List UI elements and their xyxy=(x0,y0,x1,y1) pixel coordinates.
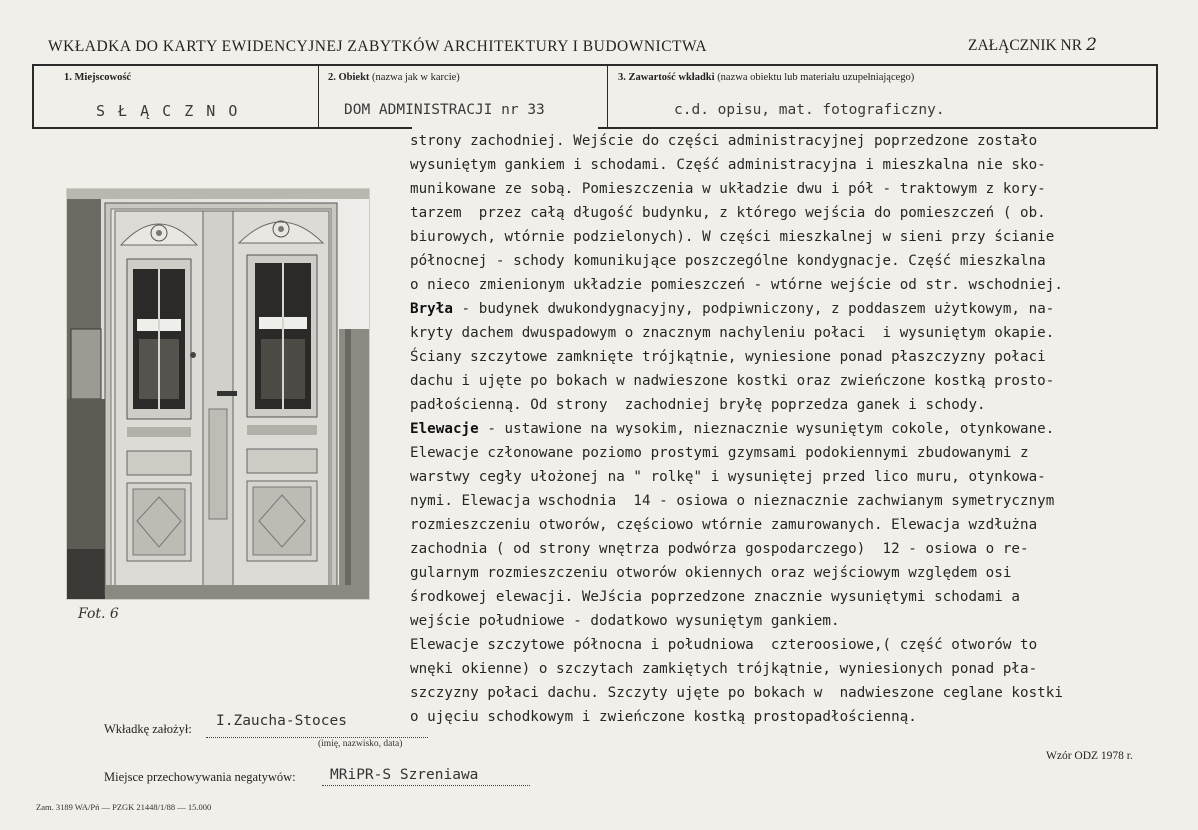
header-label-object: 2. Obiekt (nazwa jak w karcie) xyxy=(328,72,460,83)
author-hint: (imię, nazwisko, data) xyxy=(318,739,403,749)
annex-number-value: 2 xyxy=(1086,35,1097,55)
body-line-text: o nieco zmienionym układzie pomieszczeń - wtórne wejście od str. wschodniej. xyxy=(410,277,1063,293)
body-line-text: dachu i ujęte po bokach w nadwieszone kostki oraz zwieńczone kostką prosto- xyxy=(410,373,1055,389)
body-line xyxy=(410,395,986,415)
body-line xyxy=(410,563,1011,583)
form-title: WKŁADKA DO KARTY EWIDENCYJNEJ ZABYTKÓW ARCHITEKTURY I BUDOWNICTWA xyxy=(48,38,708,55)
body-line-text: munikowane ze sobą. Pomieszczenia w układzie dwu i pół - traktowym z kory- xyxy=(410,181,1046,197)
body-line xyxy=(410,347,1046,367)
body-line-text: biurowych, wtórnie podzielonych). W części mieszkalnej w sieni przy ścianie xyxy=(410,229,1055,245)
body-line xyxy=(410,227,1054,247)
place-value: S Ł Ą C Z N O xyxy=(96,102,240,120)
body-line-text: padłościenną. Od strony zachodniej bryłę poprzedza ganek i schody. xyxy=(410,397,986,413)
body-line-text: o ujęciu schodkowym i zwieńczone kostką prostopadłościenną. xyxy=(410,709,917,725)
body-line xyxy=(410,419,1054,439)
body-line-text: wysuniętym gankiem i schodami. Część administracyjna i mieszkalna nie sko- xyxy=(410,157,1046,173)
body-line-text: wejście południowe - dodatkowo wysuniętym gankiem. xyxy=(410,613,840,629)
body-line-text: gularnym rozmieszczeniu otworów okiennych oraz wejściowym względem osi xyxy=(410,565,1012,581)
body-line-text: nymi. Elewacja wschodnia 14 - osiowa o nieznacznie zachwianym symetrycznym xyxy=(410,493,1055,509)
body-line-text: tarzem przez całą długość budynku, z którego wejścia do pomieszczeń ( ob. xyxy=(410,205,1046,221)
negatives-value: MRiPR-S Szreniawa xyxy=(330,767,479,783)
body-line-text: wnęki okienne) o szczytach zamkiętych trójkątnie, wyniesionych ponad pła- xyxy=(410,661,1038,677)
header-divider-1 xyxy=(318,64,319,128)
body-line xyxy=(410,203,1046,223)
body-line xyxy=(410,179,1046,199)
header-label-place: 1. Miejscowość xyxy=(64,72,132,83)
body-line-text: Ściany szczytowe zamknięte trójkątnie, wyniesione ponad płaszczyzny połaci xyxy=(410,349,1046,365)
body-line xyxy=(410,275,1063,295)
body-line-text: Elewacje szczytowe północna i południowa czteroosiowe,( część otworów to xyxy=(410,637,1038,653)
body-line xyxy=(410,299,1054,319)
author-dotted-line xyxy=(206,737,428,738)
header-bottom-rule-left xyxy=(32,127,412,129)
author-value: I.Zaucha-Stoces xyxy=(216,713,347,729)
body-line xyxy=(410,323,1054,343)
header-top-rule xyxy=(32,64,1158,66)
body-line-text: - budynek dwukondygnacyjny, podpiwniczony, z poddaszem użytkowym, na- xyxy=(452,301,1055,317)
body-line-text: warstwy cegły ułożonej na " rolkę" i wysuniętej przed lico muru, otynkowa- xyxy=(410,469,1046,485)
header-right-border xyxy=(1156,64,1158,128)
section-heading: Elewacje xyxy=(410,421,479,437)
author-label: Wkładkę założył: xyxy=(104,722,192,736)
right-door-leaf xyxy=(217,211,329,587)
body-line xyxy=(410,659,1037,679)
body-line-text: kryty dachem dwuspadowym o znacznym nachyleniu połaci i wysuniętym okapie. xyxy=(410,325,1055,341)
body-line xyxy=(410,491,1054,511)
negatives-dotted-line xyxy=(322,785,530,786)
header-label-contents: 3. Zawartość wkładki (nazwa obiektu lub materiału uzupełniającego) xyxy=(618,72,915,83)
body-line-text: strony zachodniej. Wejście do części administracyjnej poprzedzone zostało xyxy=(410,133,1038,149)
form-version: Wzór ODZ 1978 r. xyxy=(1046,750,1133,762)
body-line xyxy=(410,251,1046,271)
door-photo-image xyxy=(67,189,369,599)
annex-number xyxy=(968,35,1097,55)
body-line-text: rozmieszczeniu otworów, częściowo wtórnie zamurowanych. Elewacja wzdłużna xyxy=(410,517,1038,533)
object-value: DOM ADMINISTRACJI nr 33 xyxy=(344,102,545,118)
left-door-leaf xyxy=(115,211,203,587)
body-line-text: środkowej elewacji. WeJścia poprzedzone znacznie wysuniętymi schodami a xyxy=(410,589,1021,605)
body-line xyxy=(410,707,917,727)
door-photograph xyxy=(66,188,370,600)
section-heading: Bryła xyxy=(410,301,453,317)
body-line xyxy=(410,683,1063,703)
body-line-text: zachodnia ( od strony wnętrza podwórza gospodarczego) 12 - osiowa o re- xyxy=(410,541,1029,557)
print-info: Zam. 3189 WA/Pń — PZGK 21448/1/88 — 15.000 xyxy=(36,802,212,812)
body-line-text: - ustawione na wysokim, nieznacznie wysuniętym cokole, otynkowane. xyxy=(478,421,1055,437)
negatives-label: Miejsce przechowywania negatywów: xyxy=(104,770,296,784)
body-line xyxy=(410,635,1037,655)
body-line xyxy=(410,467,1046,487)
photo-caption: Fot. 6 xyxy=(78,606,119,622)
body-line-text: północnej - schody komunikujące poszczególne kondygnacje. Część mieszkalna xyxy=(410,253,1046,269)
body-line-text: szczyzny połaci dachu. Szczyty ujęte po bokach w nadwieszone ceglane kostki xyxy=(410,685,1063,701)
body-line xyxy=(410,611,840,631)
header-divider-2 xyxy=(607,64,608,128)
annex-label: ZAŁĄCZNIK NR xyxy=(968,37,1083,54)
body-line xyxy=(410,587,1020,607)
body-line xyxy=(410,515,1037,535)
body-line xyxy=(410,443,1029,463)
body-line xyxy=(410,131,1037,151)
body-line-text: Elewacje członowane poziomo prostymi gzymsami podokiennymi zbudowanymi z xyxy=(410,445,1029,461)
contents-value: c.d. opisu, mat. fotograficzny. xyxy=(674,102,945,118)
header-left-border xyxy=(32,64,34,128)
header-bottom-rule-right xyxy=(598,127,1158,129)
body-line xyxy=(410,155,1046,175)
body-line xyxy=(410,539,1029,559)
body-line xyxy=(410,371,1054,391)
